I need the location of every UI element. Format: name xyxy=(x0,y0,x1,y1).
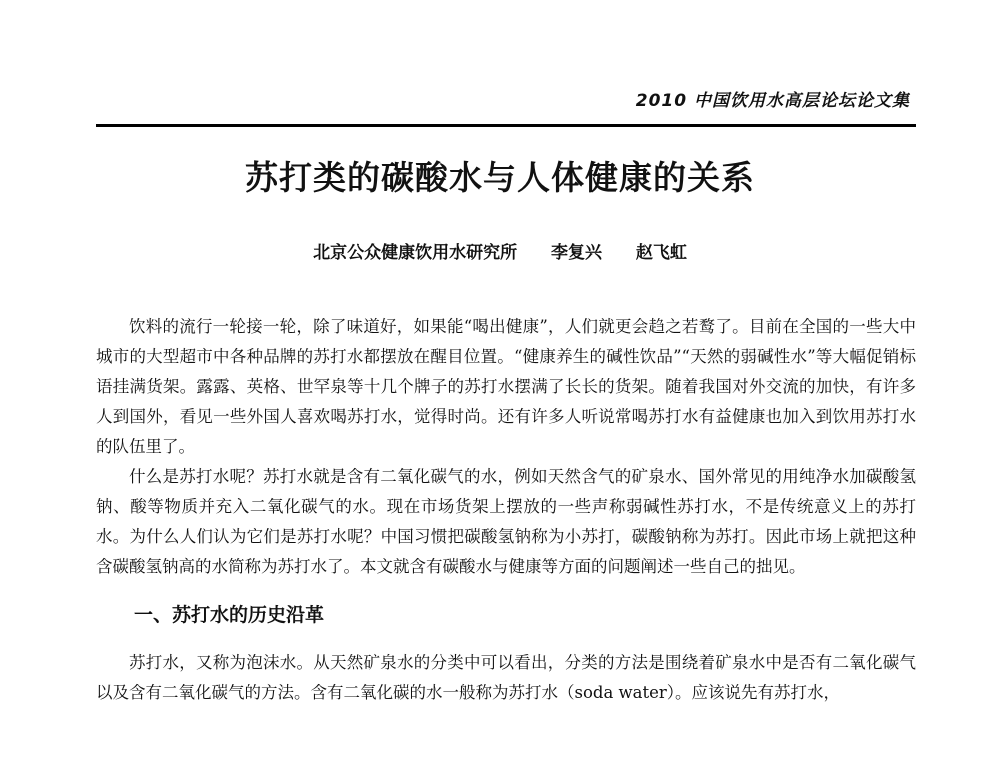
author-name: 李复兴 xyxy=(551,243,602,263)
body-paragraph: 饮料的流行一轮接一轮，除了味道好，如果能“喝出健康”，人们就更会趋之若鹜了。目前在全国的一些大中城市的大型超市中各种品牌的苏打水都摆放在醒目位置。“健康养生的碱性饮品”“天然的弱碱性水”等大幅促销标语挂满货架。露露、英格、世罕泉等十几个牌子的苏打水摆满了长长的货架。随着我国对外交流的加快，有许多人到国外，看见一些外国人喜欢喝苏打水，觉得时尚。还有许多人听说常喝苏打水有益健康也加入到饮用苏打水的队伍里了。 xyxy=(96,317,916,456)
running-header: 2010 中国饮用水高层论坛论文集 xyxy=(635,91,910,111)
body-paragraph: 什么是苏打水呢？苏打水就是含有二氧化碳气的水，例如天然含气的矿泉水、国外常见的用纯净水加碳酸氢钠、酸等物质并充入二氧化碳气的水。现在市场货架上摆放的一些声称弱碱性苏打水，不是传统意义上的苏打水。为什么人们认为它们是苏打水呢？中国习惯把碳酸氢钠称为小苏打，碳酸钠称为苏打。因此市场上就把这种含碳酸氢钠高的水简称为苏打水了。本文就含有碳酸水与健康等方面的问题阐述一些自己的拙见。 xyxy=(96,467,916,576)
author-name: 赵飞虹 xyxy=(635,243,687,263)
header-rule xyxy=(96,124,916,127)
body-paragraph: 苏打水，又称为泡沫水。从天然矿泉水的分类中可以看出，分类的方法是围绕着矿泉水中是否有二氧化碳气以及含有二氧化碳气的方法。含有二氧化碳的水一般称为苏打水（soda water）。应该说先有苏打水， xyxy=(96,653,916,702)
affiliation: 北京公众健康饮用水研究所 xyxy=(313,243,518,263)
paper-title: 苏打类的碳酸水与人体健康的关系 xyxy=(245,158,755,197)
paper-body xyxy=(96,312,916,708)
byline xyxy=(0,238,1000,263)
section-heading: 一、苏打水的历史沿革 xyxy=(134,604,325,626)
